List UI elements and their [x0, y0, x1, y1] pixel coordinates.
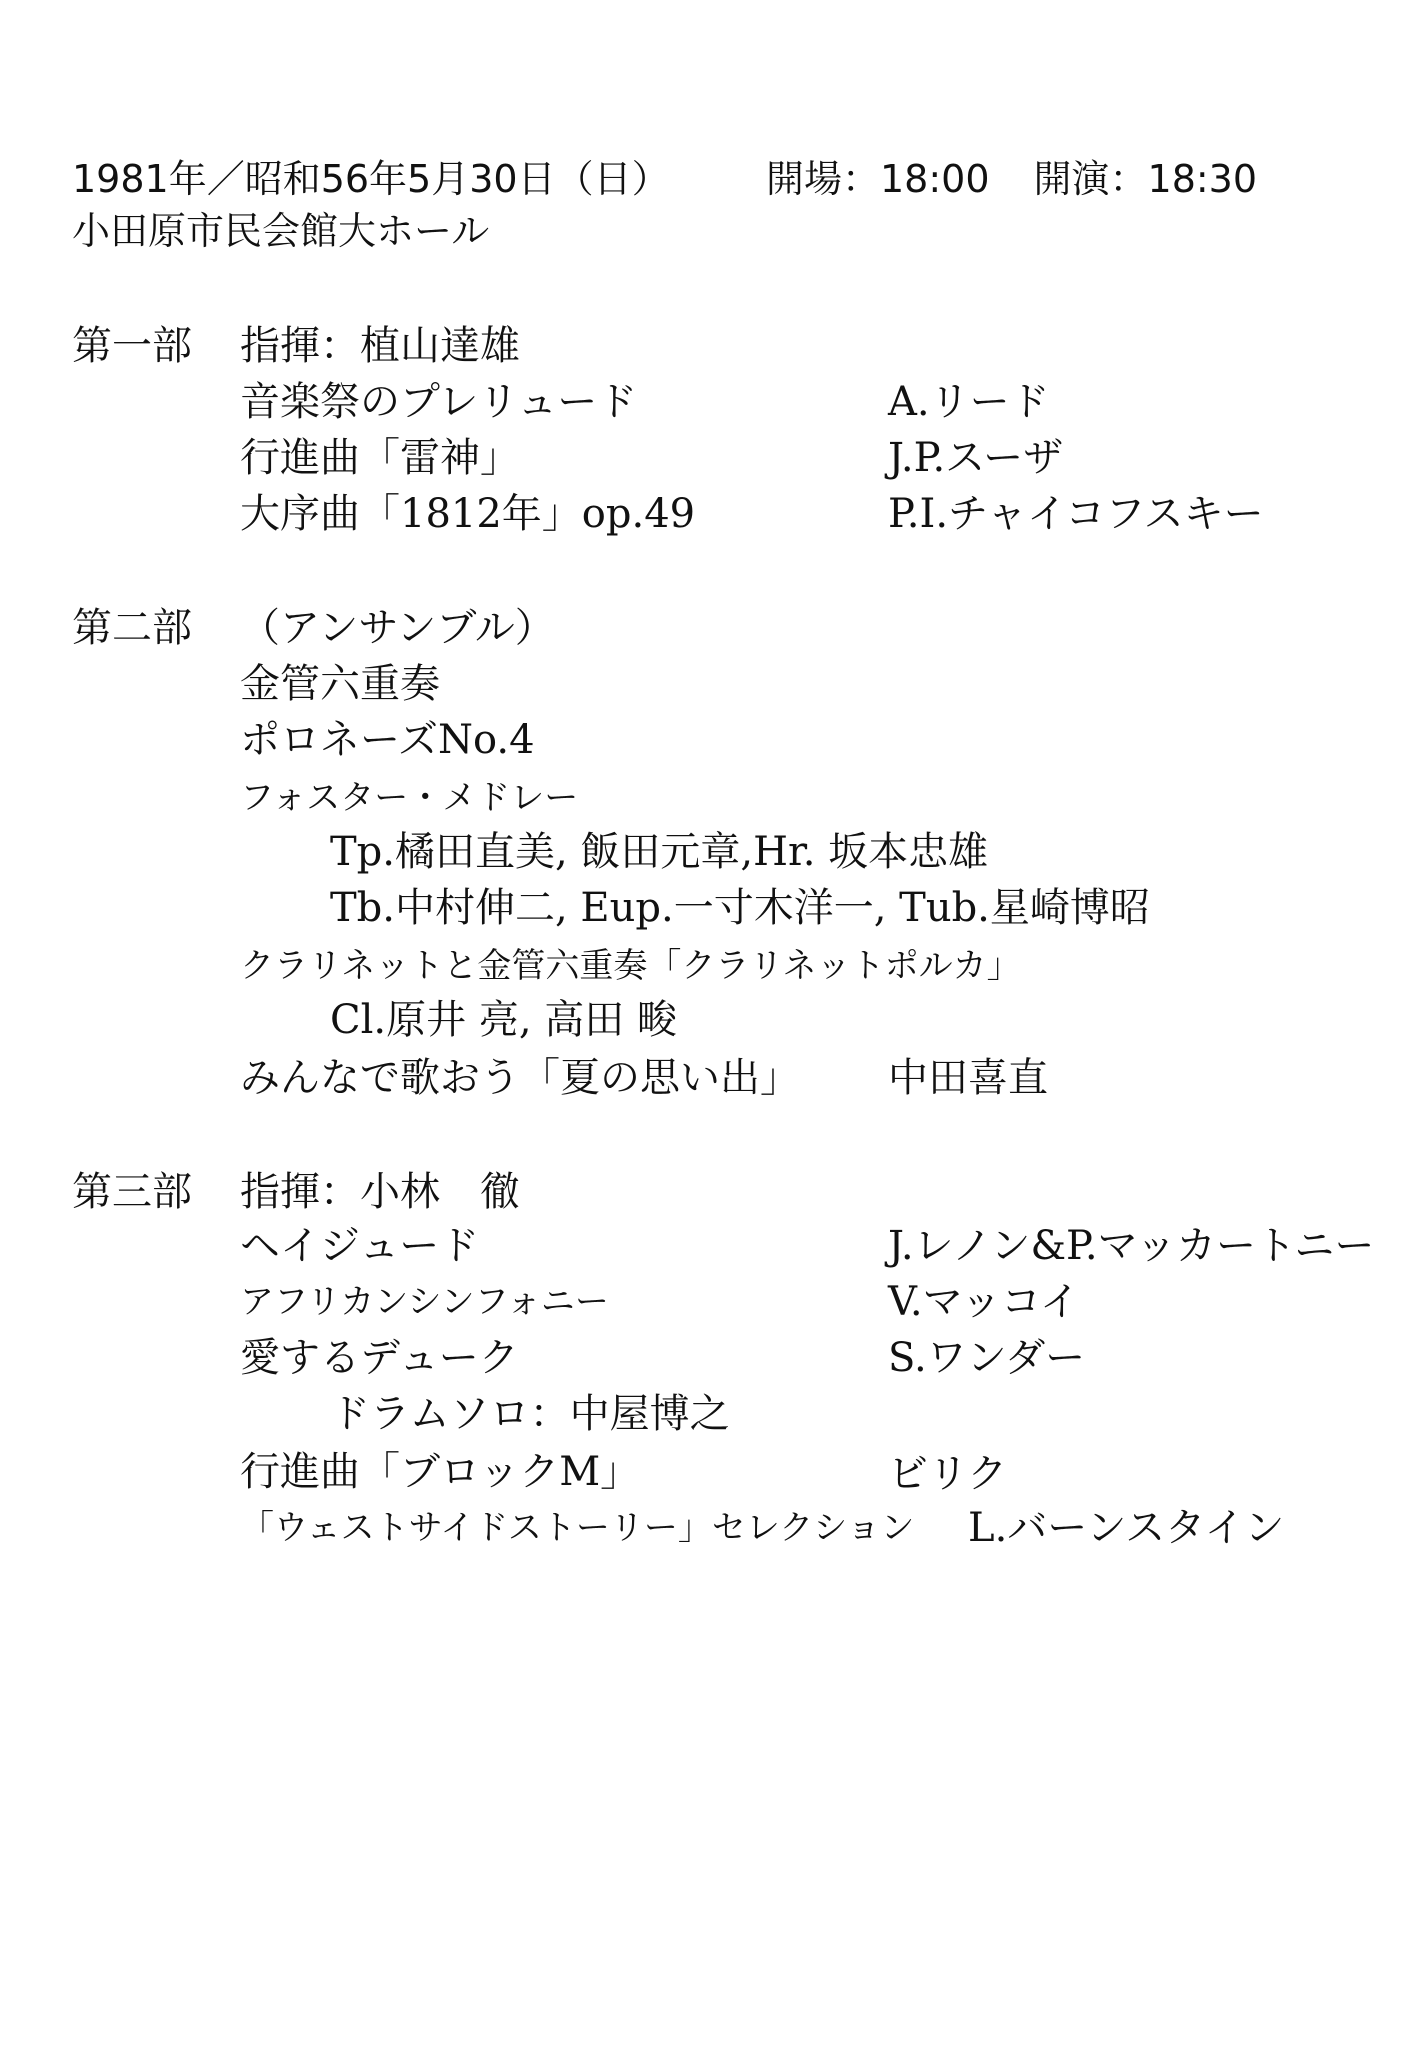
- part1-piece1-title: 音楽祭のプレリュード: [240, 379, 638, 425]
- part3-piece3-composer: S.ワンダー: [888, 1335, 1086, 1381]
- part3-piece2-composer: V.マッコイ: [888, 1279, 1080, 1325]
- part2-subtitle: （アンサンブル）: [240, 605, 555, 651]
- part3-piece4-composer: ビリク: [888, 1451, 1008, 1497]
- part2-singalong-composer: 中田喜直: [888, 1055, 1048, 1101]
- concert-date: 1981年／昭和56年5月30日（日）: [72, 157, 670, 201]
- time-info: [766, 148, 1257, 203]
- part2-piece2: フォスター・メドレー: [240, 778, 579, 818]
- part3-piece5-composer: L.バーンスタイン: [968, 1505, 1285, 1551]
- part3-piece4-title: 行進曲「ブロックM」: [240, 1449, 641, 1495]
- venue: 小田原市民会館大ホール: [72, 209, 490, 253]
- part2-members2: Tb.中村伸二, Eup.一寸木洋一, Tub.星崎博昭: [330, 885, 1150, 931]
- part3-label: 第三部: [72, 1169, 192, 1215]
- part2-singalong: みんなで歌おう「夏の思い出」: [240, 1055, 800, 1101]
- part3-piece5-title: 「ウェストサイドストーリー」セレクション: [240, 1508, 915, 1548]
- part3-conductor: 指揮：小林 徹: [240, 1169, 520, 1215]
- part3-piece1-composer: J.レノン&P.マッカートニー: [888, 1223, 1375, 1269]
- part3-drum-solo: ドラムソロ：中屋博之: [330, 1391, 730, 1437]
- part2-ensemble: 金管六重奏: [240, 661, 440, 707]
- part3-piece1-title: ヘイジュード: [240, 1223, 480, 1269]
- part3-piece3-title: 愛するデューク: [240, 1335, 519, 1381]
- part2-piece1: ポロネーズNo.4: [240, 717, 535, 763]
- part3-piece2-title: アフリカンシンフォニー: [240, 1282, 609, 1322]
- part1-piece2-title: 行進曲「雷神」: [240, 435, 520, 481]
- doors-open-time: 開場：18:00: [766, 157, 990, 201]
- part1-label: 第一部: [72, 323, 192, 369]
- part1-piece1-composer: A.リード: [888, 379, 1050, 425]
- part2-piece3: クラリネットと金管六重奏「クラリネットポルカ」: [240, 946, 1021, 986]
- part2-label: 第二部: [72, 605, 192, 651]
- part1-piece2-composer: J.P.スーザ: [888, 435, 1064, 481]
- part1-piece3-composer: P.I.チャイコフスキー: [888, 491, 1264, 537]
- part1-piece3-title: 大序曲「1812年」op.49: [240, 491, 696, 537]
- part2-members3: Cl.原井 亮, 高田 畯: [330, 997, 677, 1043]
- part2-members1: Tp.橘田直美, 飯田元章,Hr. 坂本忠雄: [330, 829, 989, 875]
- start-time: 開演：18:30: [1033, 157, 1258, 201]
- part1-conductor: 指揮：植山達雄: [240, 323, 520, 369]
